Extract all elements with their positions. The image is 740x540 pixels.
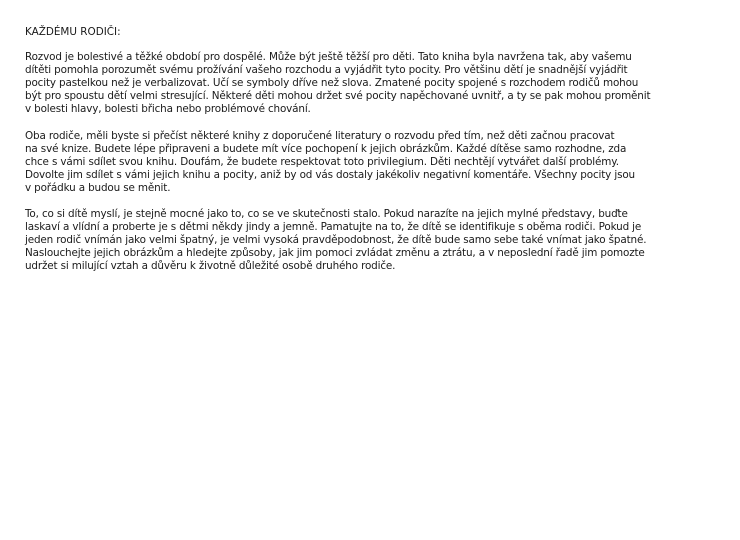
paragraph-2-line-5: v pořádku a budou se měnit. xyxy=(25,181,171,194)
paragraph-3 xyxy=(25,208,725,273)
document-page xyxy=(25,26,725,287)
paragraph-2-line-3: chce s vámi sdílet svou knihu. Doufám, že budete respektovat toto privilegium. Děti nechtějí vytvářet další problémy. xyxy=(25,155,619,168)
paragraph-3-line-4: Naslouchejte jejich obrázkům a hledejte způsoby, jak jim pomoci zvládat změnu a ztrátu, a v neposlední řadě jim pomozte xyxy=(25,247,645,260)
paragraph-3-line-1: To, co si dítě myslí, je stejně mocné jako to, co se ve skutečnosti stalo. Pokud narazíte na jejich mylné představy, buďte xyxy=(25,208,628,221)
paragraph-1-line-2: dítěti pomohla porozumět svému prožívání vašeho rozchodu a vyjádřit tyto pocity. Pro většinu dětí je snadnější vyjádřit xyxy=(25,64,628,77)
paragraph-3-line-5: udržet si milující vztah a důvěru k životně důležité osobě druhého rodiče. xyxy=(25,260,396,273)
document-heading: KAŽDÉMU RODIČI: xyxy=(25,26,121,38)
paragraph-3-line-3: jeden rodič vnímán jako velmi špatný, je velmi vysoká pravděpodobnost, že dítě bude samo sebe také vnímat jako špatné. xyxy=(25,234,647,247)
paragraph-2-line-1: Oba rodiče, měli byste si přečíst některé knihy z doporučené literatury o rozvodu před tím, než děti začnou pracovat xyxy=(25,129,615,142)
paragraph-2 xyxy=(25,130,725,195)
paragraph-1-line-4: být pro spoustu dětí velmi stresující. Některé děti mohou držet své pocity napěchované uvnitř, a ty se pak mohou proměnit xyxy=(25,90,651,103)
paragraph-2-line-2: na své knize. Budete lépe připraveni a budete mít více pochopení k jejich obrázkům. Každé dítěse samo rozhodne, zda xyxy=(25,142,627,155)
paragraph-1-line-3: pocity pastelkou než je verbalizovat. Učí se symboly dříve než slova. Zmatené pocity spojené s rozchodem rodičů mohou xyxy=(25,77,639,90)
paragraph-2-line-4: Dovolte jim sdílet s vámi jejich knihu a pocity, aniž by od vás dostaly jakékoliv negativní komentáře. Všechny pocity jsou xyxy=(25,168,635,181)
paragraph-3-line-2: laskaví a vlídní a proberte je s dětmi někdy jindy a jemně. Pamatujte na to, že dítě se identifikuje s oběma rodiči. Pokud je xyxy=(25,221,642,234)
paragraph-1-line-5: v bolesti hlavy, bolesti břicha nebo problémové chování. xyxy=(25,103,311,116)
paragraph-1-line-1: Rozvod je bolestivé a těžké období pro dospělé. Může být ještě těžší pro děti. Tato kniha byla navržena tak, aby vašemu xyxy=(25,51,632,64)
paragraph-1 xyxy=(25,51,725,116)
